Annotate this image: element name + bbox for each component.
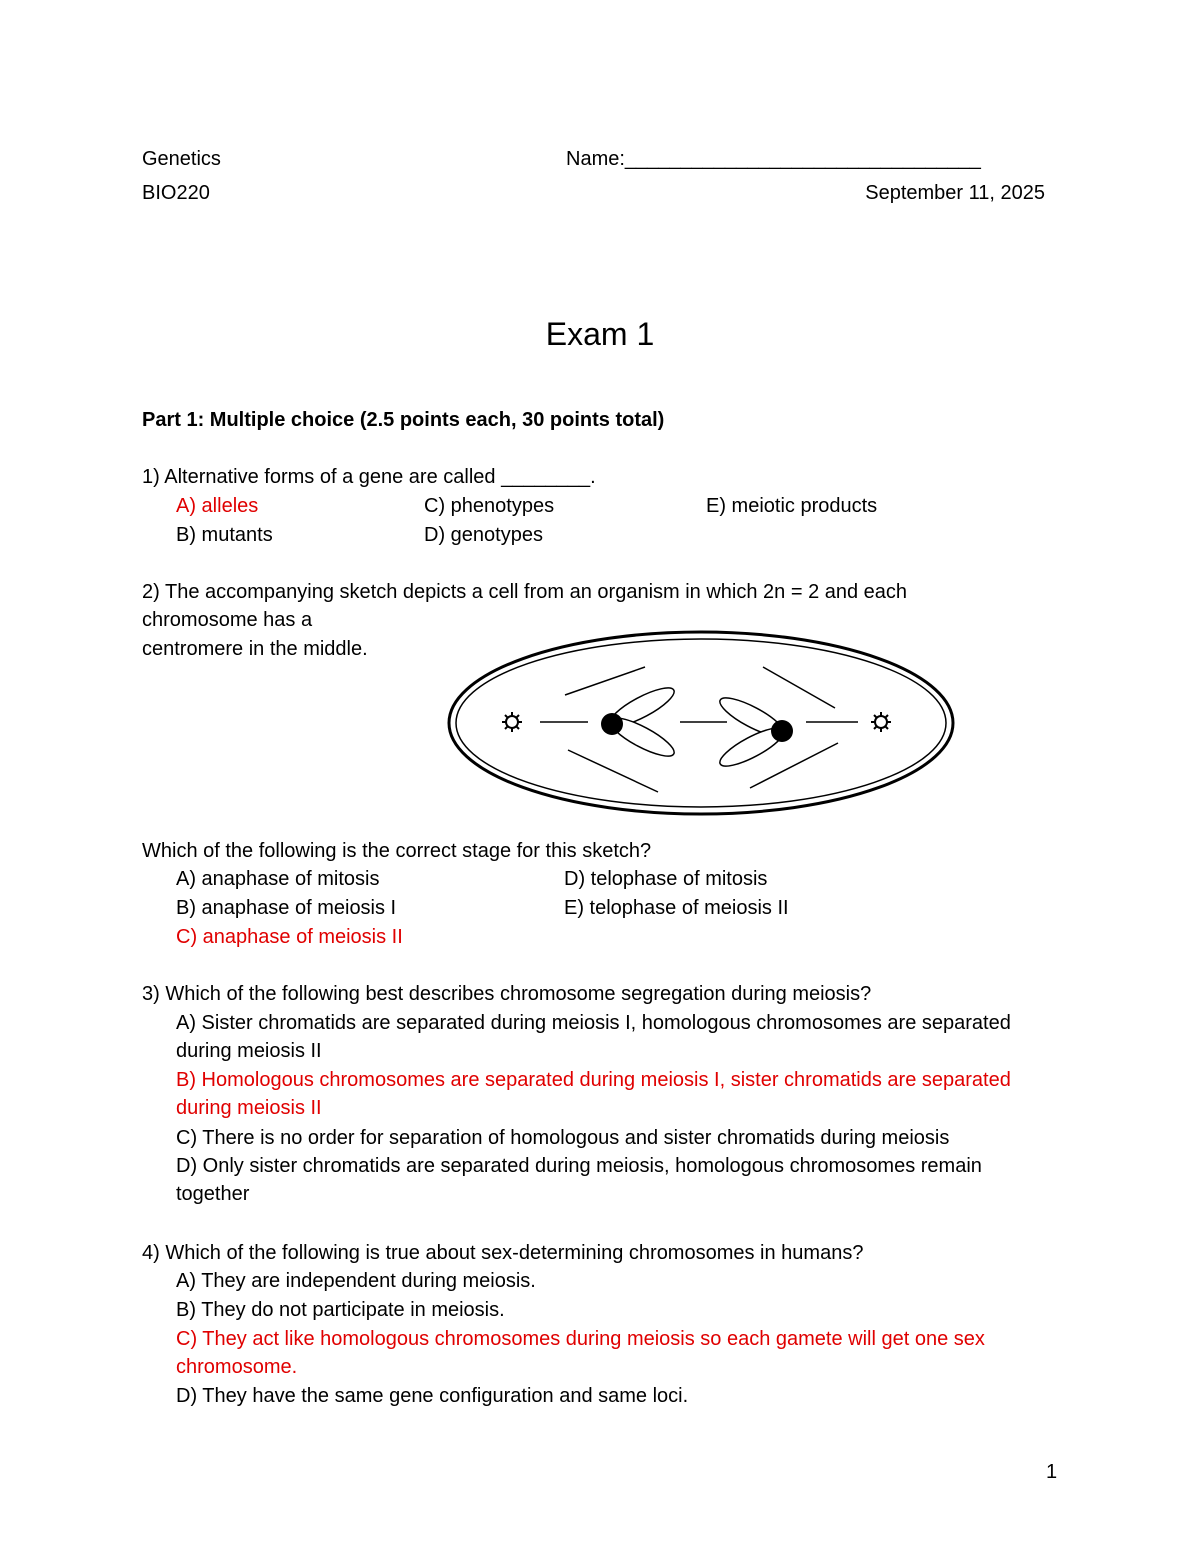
- question-4-stem: 4) Which of the following is true about sex-determining chromosomes in humans?: [142, 1242, 864, 1264]
- spindle-fiber: [763, 667, 835, 708]
- q1-option-c[interactable]: C) phenotypes: [424, 495, 555, 517]
- q4-option-b[interactable]: B) They do not participate in meiosis.: [176, 1299, 505, 1321]
- q2-option-d[interactable]: D) telophase of mitosis: [564, 868, 768, 890]
- q2-option-a[interactable]: A) anaphase of mitosis: [176, 868, 380, 890]
- page-title: Exam 1: [545, 316, 655, 352]
- question-2-stem-line3: centromere in the middle.: [142, 638, 368, 660]
- q3-option-c[interactable]: C) There is no order for separation of homologous and sister chromatids during meiosis: [176, 1127, 950, 1149]
- question-2-stem-line2: chromosome has a: [142, 609, 313, 631]
- centromere-left: [601, 713, 623, 735]
- page-number: 1: [1046, 1461, 1058, 1483]
- q1-option-b[interactable]: B) mutants: [176, 524, 273, 546]
- spindle-fiber: [568, 750, 658, 792]
- name-blank: ________________________________: [624, 148, 981, 170]
- q1-option-d[interactable]: D) genotypes: [424, 524, 543, 546]
- exam-date: September 11, 2025: [865, 182, 1045, 204]
- q1-option-e[interactable]: E) meiotic products: [706, 495, 878, 517]
- part-heading: Part 1: Multiple choice (2.5 points each, 30 points total): [142, 409, 665, 431]
- q4-option-d[interactable]: D) They have the same gene configuration and same loci.: [176, 1385, 689, 1407]
- q2-option-e[interactable]: E) telophase of meiosis II: [564, 897, 789, 919]
- q2-option-c[interactable]: C) anaphase of meiosis II: [176, 926, 403, 948]
- q3-option-a[interactable]: A) Sister chromatids are separated during meiosis I, homologous chromosomes are separated during meiosis II: [176, 1012, 1011, 1062]
- q2-option-b[interactable]: B) anaphase of meiosis I: [176, 897, 397, 919]
- cell-sketch: [440, 625, 965, 825]
- q1-option-a[interactable]: A) alleles: [176, 495, 259, 517]
- spindle-fiber: [565, 667, 645, 695]
- centrosome-left: [502, 712, 522, 732]
- centromere-right: [771, 720, 793, 742]
- question-2-prompt: Which of the following is the correct stage for this sketch?: [142, 840, 652, 862]
- question-2-stem-line1: 2) The accompanying sketch depicts a cell from an organism in which 2n = 2 and each: [142, 581, 908, 603]
- course-name: Genetics: [142, 148, 221, 170]
- name-label: Name:: [566, 148, 625, 170]
- question-3-stem: 3) Which of the following best describes chromosome segregation during meiosis?: [142, 983, 872, 1005]
- q4-option-a[interactable]: A) They are independent during meiosis.: [176, 1270, 536, 1292]
- q4-option-c[interactable]: C) They act like homologous chromosomes during meiosis so each gamete will get one sex chromosome.: [176, 1328, 985, 1378]
- name-field[interactable]: [566, 145, 981, 173]
- q3-option-b[interactable]: B) Homologous chromosomes are separated during meiosis I, sister chromatids are separated during meiosis II: [176, 1069, 1011, 1119]
- question-1-stem: 1) Alternative forms of a gene are called ________.: [142, 466, 596, 488]
- q3-option-d[interactable]: D) Only sister chromatids are separated during meiosis, homologous chromosomes remain together: [176, 1155, 982, 1205]
- centrosome-right: [871, 712, 891, 732]
- course-code: BIO220: [142, 182, 210, 204]
